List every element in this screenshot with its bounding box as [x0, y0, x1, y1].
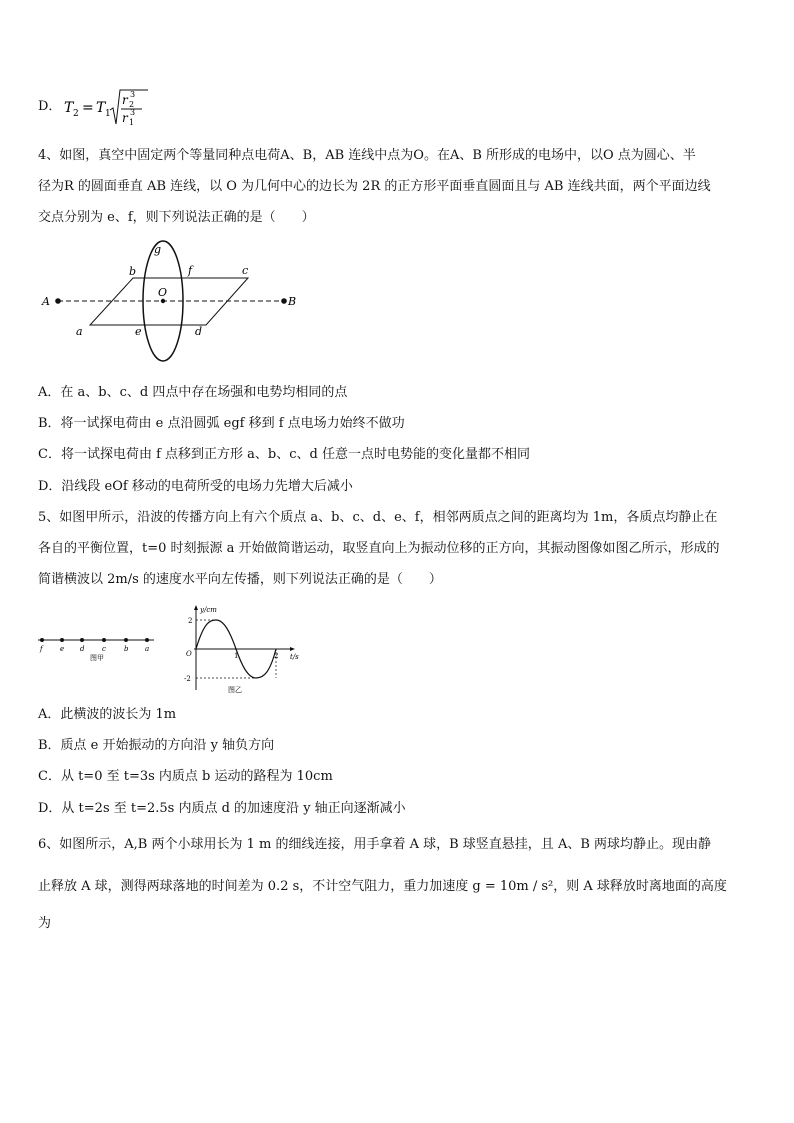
- q4-option-b: B．将一试探电荷由 e 点沿圆弧 egf 移到 f 点电场力始终不做功: [38, 416, 405, 431]
- q6-stem-line-3: 为: [38, 916, 52, 931]
- formula-r1-sup: 3: [130, 108, 136, 117]
- q6-stem-line-2: 止释放 A 球，测得两球落地的时间差为 0.2 s，不计空气阻力，重力加速度 g = 10m / s²，则 A 球释放时离地面的高度: [38, 879, 727, 894]
- particle-a: [145, 638, 149, 642]
- label-f: f: [188, 264, 193, 277]
- q3-option-d: [38, 98, 61, 116]
- particle-b: [124, 638, 128, 642]
- yi-xlabel: t/s: [290, 653, 299, 661]
- q4-stem-line-1: 4、如图，真空中固定两个等量同种点电荷A、B，AB 连线中点为O。在A、B 所形成的电场中，以O 点为圆心、半: [38, 148, 696, 163]
- point-o: [161, 299, 165, 303]
- caption-jia: 图甲: [90, 654, 104, 662]
- caption-yi: 图乙: [228, 686, 242, 694]
- label-b: b: [129, 265, 137, 278]
- charge-a: [55, 298, 61, 304]
- label-e: e: [135, 325, 142, 338]
- q5-stem-line-1: 5、如图甲所示，沿波的传播方向上有六个质点 a、b、c、d、e、f，相邻两质点之间的距离均为 1m，各质点均静止在: [38, 510, 718, 525]
- formula-r1: r: [122, 111, 128, 125]
- label-particle-c: c: [102, 645, 106, 653]
- label-particle-e: e: [60, 645, 65, 653]
- formula-t2-sub: 2: [73, 109, 79, 119]
- label-particle-b: b: [124, 645, 129, 653]
- label-a: a: [76, 325, 83, 338]
- q5-option-a: A．此横波的波长为 1m: [38, 707, 177, 722]
- q5-option-d: D．从 t=2s 至 t=2.5s 内质点 d 的加速度沿 y 轴正向逐渐减小: [38, 801, 406, 816]
- formula-t1: T: [96, 100, 106, 116]
- formula-r2-sup: 3: [130, 90, 136, 99]
- label-c: c: [242, 264, 249, 277]
- q4-figure: [38, 238, 308, 368]
- q4-stem-line-3: 交点分别为 e、f，则下列说法正确的是（ ）: [38, 210, 315, 225]
- q3-option-d-label: D．: [38, 99, 62, 114]
- label-particle-f: f: [40, 645, 43, 653]
- particle-d: [80, 638, 84, 642]
- square-plane: [90, 278, 248, 325]
- q4-option-d: D．沿线段 eOf 移动的电荷所受的电场力先增大后减小: [38, 479, 353, 494]
- particle-c: [102, 638, 106, 642]
- q5-option-b: B．质点 e 开始振动的方向沿 y 轴负方向: [38, 738, 275, 753]
- label-g: g: [154, 243, 162, 256]
- formula-r1-sub: 1: [129, 118, 135, 127]
- label-particle-a: a: [145, 645, 150, 653]
- yi-ylabel: y/cm: [200, 606, 217, 614]
- label-particle-d: d: [80, 645, 85, 653]
- yi-xtick-2: 2: [274, 652, 279, 660]
- q6-stem-line-1: 6、如图所示，A,B 两个小球用长为 1 m 的细线连接，用手拿着 A 球，B 球竖直悬挂，且 A、B 两球均静止。现由静: [38, 837, 712, 852]
- yi-ytick-neg2: -2: [184, 675, 191, 683]
- formula-t2: T: [64, 100, 74, 116]
- q5-figure-jia: [38, 632, 162, 668]
- particle-f: [40, 638, 44, 642]
- label-a-charge: A: [42, 295, 50, 308]
- q4-stem-line-2: 径为R 的圆面垂直 AB 连线，以 O 为几何中心的边长为 2R 的正方形平面垂直圆面且与 AB 连线共面，两个平面边线: [38, 179, 711, 194]
- q5-stem-line-2: 各自的平衡位置，t=0 时刻振源 a 开始做简谐运动，取竖直向上为振动位移的正方向，其振动图像如图乙所示，形成的: [38, 541, 720, 556]
- charge-b: [281, 298, 287, 304]
- q5-option-c: C．从 t=0 至 t=3s 内质点 b 运动的路程为 10cm: [38, 769, 333, 784]
- q4-option-a: A．在 a、b、c、d 四点中存在场强和电势均相同的点: [38, 385, 348, 400]
- label-d: d: [195, 325, 203, 338]
- label-b-charge: B: [288, 295, 297, 308]
- q5-stem-line-3: 简谐横波以 2m/s 的速度水平向左传播，则下列说法正确的是（ ）: [38, 572, 442, 587]
- label-o: O: [158, 286, 168, 299]
- q4-option-c: C．将一试探电荷由 f 点移到正方形 a、b、c、d 任意一点时电势能的变化量都不相同: [38, 447, 530, 462]
- particle-e: [60, 638, 64, 642]
- q5-figure-yi: [180, 602, 304, 698]
- yi-xtick-1: 1: [234, 652, 239, 660]
- formula-r2-sub: 2: [129, 100, 135, 109]
- q3-option-d-formula: [60, 84, 150, 130]
- formula-r2: r: [122, 93, 128, 107]
- formula-eq: =: [82, 100, 94, 116]
- yi-origin: O: [186, 650, 192, 658]
- yi-ytick-2: 2: [188, 617, 193, 625]
- formula-t1-sub: 1: [105, 109, 111, 119]
